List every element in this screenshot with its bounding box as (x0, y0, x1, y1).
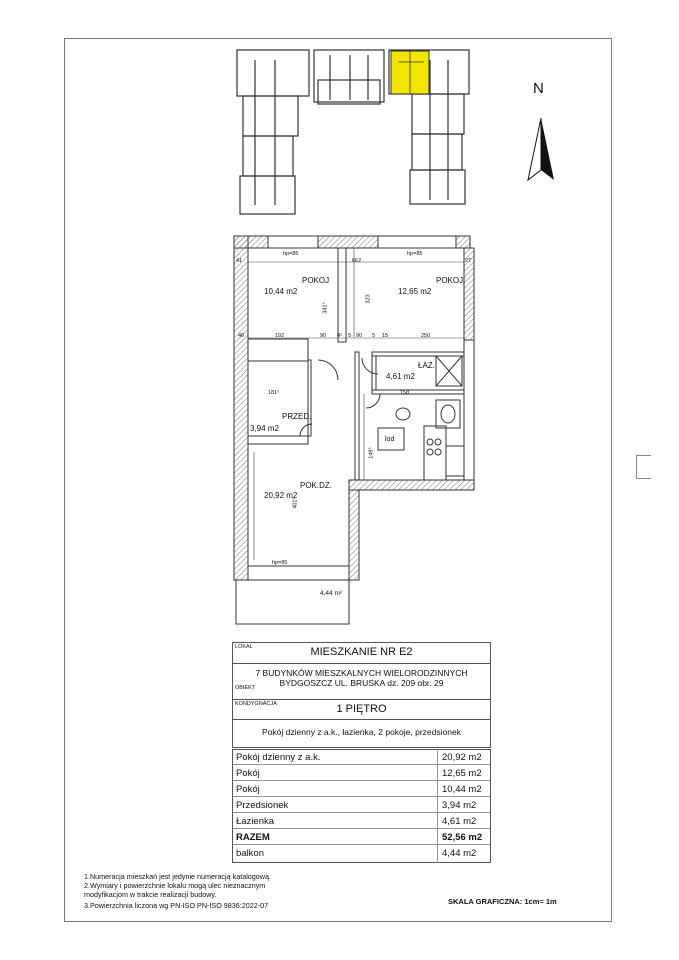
edge-marker (636, 455, 651, 479)
area-row-balcony: balkon 4,44 m2 (236, 848, 477, 859)
obiekt-line1: 7 BUDYNKÓW MIESZKALNYCH WIELORODZINNYCH (255, 668, 468, 678)
area-row: Pokój dzienny z a.k. 20,92 m2 (233, 750, 490, 765)
balcony-area: 4,44 m² (320, 590, 343, 597)
dim-46: 46 (238, 333, 245, 339)
fridge-label: lod (385, 436, 395, 443)
dim-41: 41 (236, 258, 243, 264)
apartment-description: Pokój dzienny z a.k., łazienka, 2 pokoje, przedsionek (262, 727, 461, 737)
dim-401: 401⁵ (292, 497, 299, 509)
room-name-laz: ŁAZ. (418, 361, 435, 370)
lokal-label: LOKAL (235, 644, 253, 650)
area-row: Łazienka 4,61 m2 (233, 814, 490, 829)
note-2b: modyfikacjom w trakcie realizacji budowy. (84, 890, 217, 899)
room-area-pokoj-1: 10,44 m2 (264, 287, 298, 296)
info-table (232, 642, 491, 748)
dim-5a: 5 (348, 333, 352, 339)
room-name-pokoj-1: POKOJ (302, 276, 330, 285)
dim-90b: 90 (356, 333, 363, 339)
room-name-pokdz: POK.DZ. (300, 481, 333, 490)
dim-158: 158 (400, 390, 410, 396)
hp-label-1: hp=85 (283, 251, 299, 257)
room-area-pokoj-2: 12,65 m2 (398, 287, 432, 296)
kondygnacja-label: KONDYGNACJA (235, 701, 277, 707)
room-name-przed: PRZED. (282, 412, 312, 421)
obiekt-line2: BYDGOSZCZ UL. BRUSKA dz. 209 obr. 29 (279, 678, 444, 688)
north-label: N (533, 80, 544, 97)
dim-5b: 5 (372, 333, 376, 339)
dim-662: 662 (352, 258, 362, 264)
room-area-laz: 4,61 m2 (386, 372, 415, 381)
obiekt-label: OBIEKT (235, 685, 256, 691)
dim-27: 27 (465, 258, 472, 264)
note-3: 3.Powierzchnia liczona wg PN-ISO PN-ISO 9836:2022-07 (84, 901, 269, 910)
lokal-value: MIESZKANIE NR E2 (310, 646, 413, 658)
dim-15: 15 (382, 333, 389, 339)
dim-90a: 90 (320, 333, 327, 339)
area-row: Przedsionek 3,94 m2 (233, 798, 490, 813)
room-area-przed: 3,94 m2 (250, 424, 279, 433)
north-arrow-icon (528, 118, 554, 180)
areas-table (232, 749, 491, 863)
key-plan (237, 50, 469, 214)
hp-label-3: hp=85 (272, 560, 288, 566)
dim-148: 148⁵ (368, 447, 375, 459)
room-name-pokoj-2: POKOJ (436, 276, 464, 285)
hp-label-2: hp=85 (407, 251, 423, 257)
dim-192: 192 (275, 333, 285, 339)
dim-181: 181⁵ (268, 390, 280, 396)
dim-250: 250 (421, 333, 431, 339)
area-row: Pokój 12,65 m2 (233, 766, 490, 781)
note-1: 1.Numeracja mieszkań jest jedynie numeracją katalogową. (84, 872, 271, 881)
note-2: 2.Wymiary i powierzchnie lokalu mogą ulec nieznacznym (84, 881, 266, 890)
dim-341: 341⁵ (322, 302, 329, 314)
kondygnacja-value: 1 PIĘTRO (336, 703, 387, 715)
scale-label: SKALA GRAFICZNA: 1cm= 1m (448, 897, 557, 906)
area-row: Pokój 10,44 m2 (233, 782, 490, 797)
room-area-pokdz: 20,92 m2 (264, 491, 298, 500)
area-row-total: RAZEM 52,56 m2 (233, 830, 490, 845)
dim-323: 323 (365, 294, 372, 304)
dim-4-5: 4⁵ (337, 333, 343, 339)
areas-divider (437, 749, 438, 863)
